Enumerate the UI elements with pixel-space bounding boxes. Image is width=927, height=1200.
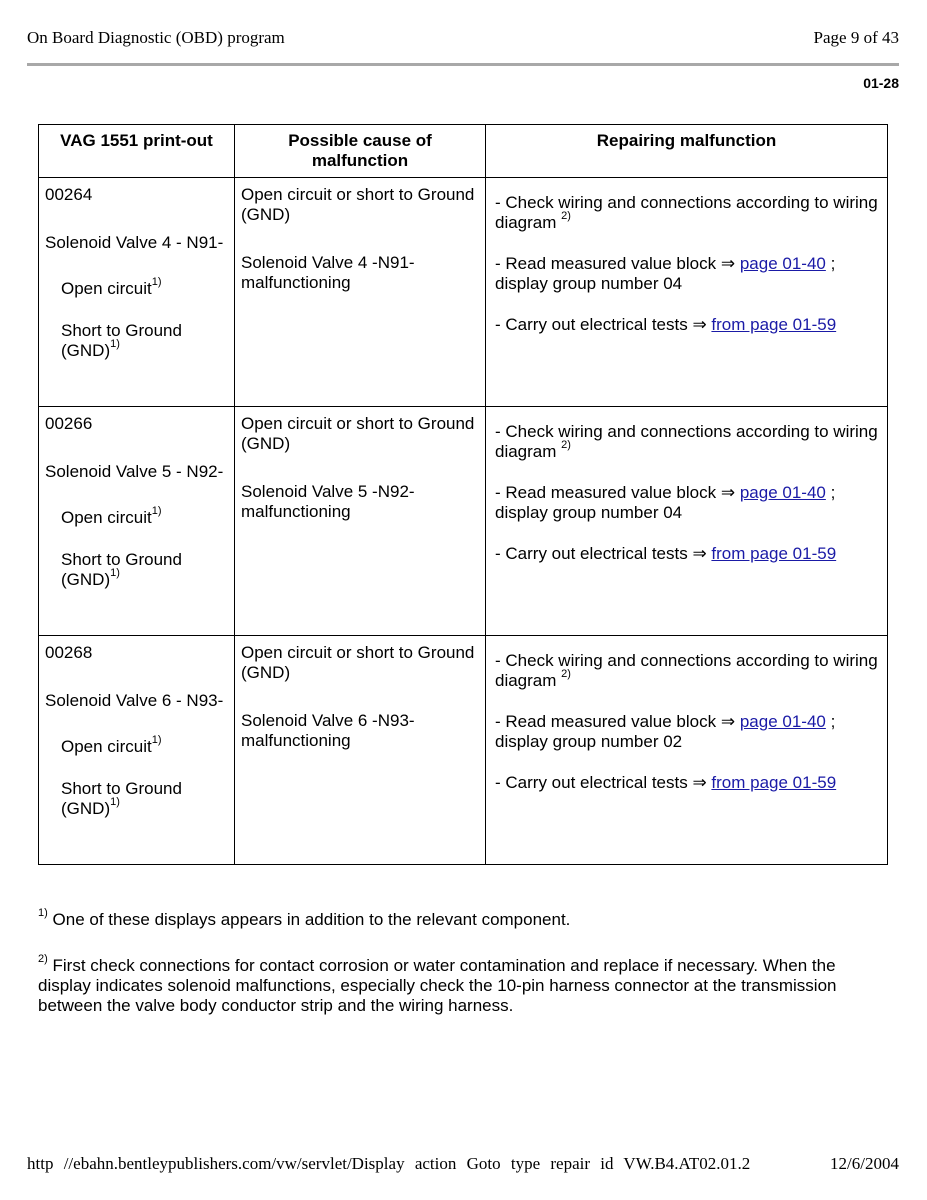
footnote-1: $^{1)}$ One of these displays appears in addition to the relevant component. [38,907,571,929]
repair-check-wiring: - Check wiring and connections according to wiring diagram $^{2)}$ [495,651,878,690]
column-header-printout: VAG 1551 print-out [39,125,235,178]
short-to-ground-label: Short to Ground (GND)$^{1)}$ [61,550,182,589]
repair-cell [486,636,888,865]
page-number: Page 9 of 43 [813,28,899,47]
column-header-cause: Possible cause of malfunction [235,125,486,178]
printout-cell [39,636,235,865]
footer-date: 12/6/2004 [830,1154,899,1173]
document-title: On Board Diagnostic (OBD) program [27,28,285,47]
header-divider [27,63,899,66]
open-circuit-label: Open circuit$^{1)}$ [61,505,162,527]
short-to-ground-label: Short to Ground (GND)$^{1)}$ [61,779,182,818]
repair-read-block: - Read measured value block ⇒ page 01-40 ; display group number 02 [495,712,836,751]
page-link[interactable]: from page 01-59 [711,544,837,563]
cause-text: Open circuit or short to Ground (GND) [241,414,475,453]
table-row [39,636,888,865]
cause-text: Solenoid Valve 6 -N93- malfunctioning [241,711,415,750]
fault-code: 00268 [45,643,93,662]
open-circuit-label: Open circuit$^{1)}$ [61,276,162,298]
repair-check-wiring: - Check wiring and connections according to wiring diagram $^{2)}$ [495,193,878,232]
repair-read-block: - Read measured value block ⇒ page 01-40 ; display group number 04 [495,483,836,522]
component-name: Solenoid Valve 4 - N91- [45,233,224,252]
table-row [39,178,888,407]
table-row [39,407,888,636]
page-link[interactable]: from page 01-59 [711,773,837,792]
repair-electrical-tests: - Carry out electrical tests ⇒ from page 01-59 [495,315,837,334]
short-to-ground-label: Short to Ground (GND)$^{1)}$ [61,321,182,360]
repair-electrical-tests: - Carry out electrical tests ⇒ from page 01-59 [495,773,837,792]
column-header-repair: Repairing malfunction [486,125,888,178]
fault-code: 00264 [45,185,93,204]
repair-cell [486,407,888,636]
page-link[interactable]: page 01-40 [739,483,826,502]
cause-cell [235,407,486,636]
page-link[interactable]: page 01-40 [739,712,826,731]
open-circuit-label: Open circuit$^{1)}$ [61,734,162,756]
cause-cell [235,636,486,865]
page-link[interactable]: page 01-40 [739,254,826,273]
fault-code: 00266 [45,414,93,433]
repair-read-block: - Read measured value block ⇒ page 01-40 ; display group number 04 [495,254,836,293]
repair-cell [486,178,888,407]
section-number: 01-28 [863,75,899,91]
repair-check-wiring: - Check wiring and connections according to wiring diagram $^{2)}$ [495,422,878,461]
component-name: Solenoid Valve 6 - N93- [45,691,224,710]
footer-url: http //ebahn.bentleypublishers.com/vw/servlet/Display action Goto type repair id VW.B4.AT02.01.2 [27,1154,751,1173]
table-header-row [39,125,888,178]
repair-electrical-tests: - Carry out electrical tests ⇒ from page 01-59 [495,544,837,563]
cause-text: Solenoid Valve 5 -N92- malfunctioning [241,482,415,521]
cause-text: Open circuit or short to Ground (GND) [241,643,475,682]
cause-text: Solenoid Valve 4 -N91- malfunctioning [241,253,415,292]
diagnostic-table [38,124,888,865]
printout-cell [39,178,235,407]
cause-cell [235,178,486,407]
printout-cell [39,407,235,636]
footnote-2: $^{2)}$ First check connections for contact corrosion or water contamination and replace if necessary. When the display indicates solenoid malfunctions, especially check the 10-pin harness connector at the transmission between the valve body conductor strip and the wiring harness. [38,953,837,1015]
cause-text: Open circuit or short to Ground (GND) [241,185,475,224]
component-name: Solenoid Valve 5 - N92- [45,462,224,481]
page-link[interactable]: from page 01-59 [711,315,837,334]
